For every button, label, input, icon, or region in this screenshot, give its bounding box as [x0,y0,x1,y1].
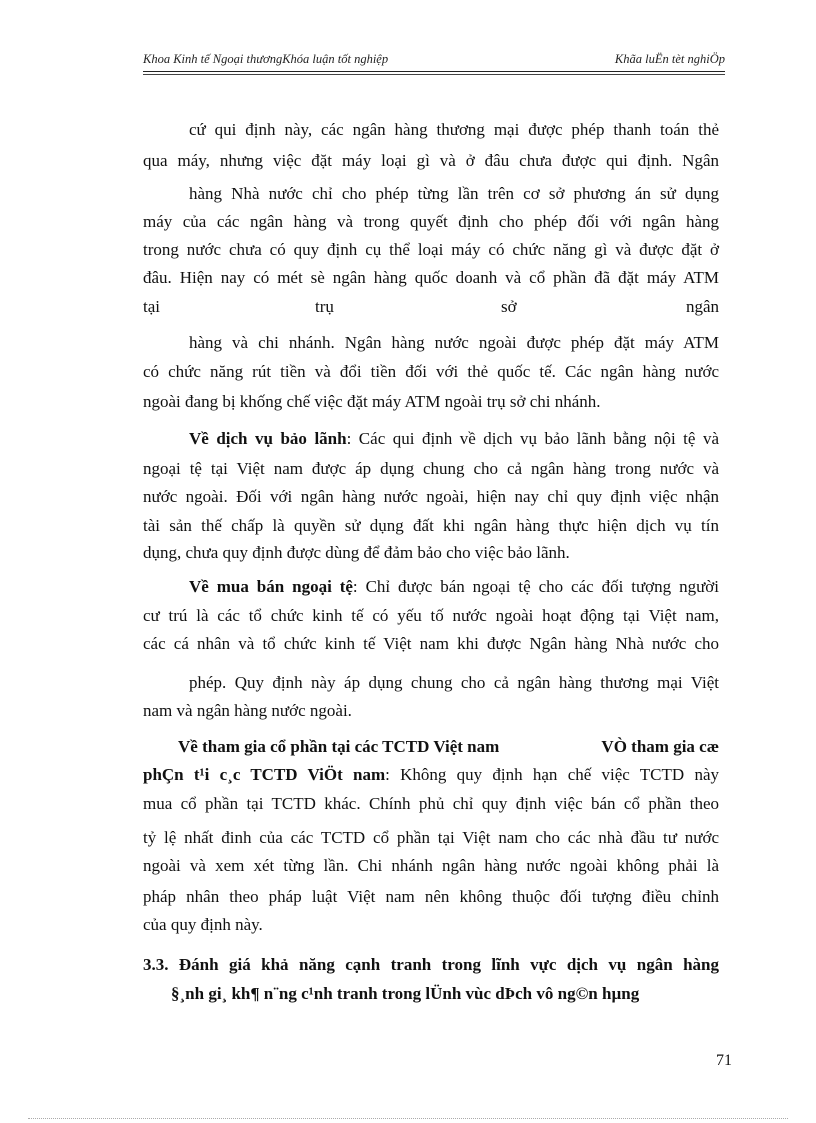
text-line: các cá nhân và tổ chức kinh tế Việt nam khi được Ngân hàng Nhà nước cho [143,634,719,653]
section-heading-garbled: §¸nh gi¸ kh¶ n¨ng c¹nh tranh trong lÜnh vùc dÞch vô ng©n hµng [171,984,640,1003]
text-line: nước ngoài. Đối với ngân hàng nước ngoài, hiện nay chỉ quy định việc nhận [143,487,719,506]
word: sở [501,297,517,316]
text-line: ngoài đang bị khống chế việc đặt máy ATM ngoài trụ sở chi nhánh. [143,392,601,411]
text-line: cứ qui định này, các ngân hàng thương mại được phép thanh toán thẻ [189,120,719,139]
bold-heading-garbled: VÒ tham gia cæ [601,737,719,756]
text-span: : Các qui định về dịch vụ bảo lãnh bằng nội tệ và [346,429,719,448]
paragraph-lead [178,737,719,759]
bold-heading: Về tham gia cổ phần tại các TCTD Việt nam [178,737,500,756]
header-left-text: Khoa Kinh tế Ngoại thươngKhóa luận tốt nghiệp [143,52,389,66]
paragraph-lead [143,765,719,787]
word: tại [143,297,160,316]
text-line: hàng và chi nhánh. Ngân hàng nước ngoài được phép đặt máy ATM [189,333,719,352]
text-line: mua cổ phần tại TCTD khác. Chính phủ chỉ quy định việc bán cổ phần theo [143,794,719,813]
text-line-spread [143,297,719,319]
header-right-text: Khãa luËn tèt nghiÖp [614,52,725,66]
text-line: cư trú là các tổ chức kinh tế có yếu tố nước ngoài hoạt động tại Việt nam, [143,606,719,625]
text-line: dụng, chưa quy định được dùng để đảm bảo cho việc bảo lãnh. [143,543,570,562]
text-line: tỷ lệ nhất đinh của các TCTD cổ phần tại Việt nam cho các nhà đầu tư nước [143,828,719,847]
text-line: tài sản thế chấp là quyền sử dụng đất khi ngân hàng thực hiện dịch vụ tín [143,516,719,535]
text-line: qua máy, nhưng việc đặt máy loại gì và ở đâu chưa được qui định. Ngân [143,151,719,170]
paragraph-lead [189,429,719,451]
word: ngân [685,297,719,316]
text-span: : Không quy định hạn chế việc TCTD này [385,765,719,784]
text-line: nam và ngân hàng nước ngoài. [143,701,352,720]
word: trụ [315,297,334,316]
bold-heading: Về mua bán ngoại tệ [189,577,353,596]
text-line: hàng Nhà nước chỉ cho phép từng lần trên cơ sở phương án sử dụng [189,184,719,203]
text-line: ngoài và xem xét từng lần. Chi nhánh ngân hàng nước ngoài không phải là [143,856,719,875]
section-heading: 3.3. Đánh giá khả năng cạnh tranh trong lĩnh vực dịch vụ ngân hàng [143,955,719,974]
text-line: của quy định này. [143,915,263,934]
bold-heading-garbled: phÇn t¹i c¸c TCTD ViÖt nam [143,765,386,784]
text-line: đâu. Hiện nay có mét sè ngân hàng quốc doanh và cổ phần đã đặt máy ATM [143,268,719,287]
text-line: ngoại tệ tại Việt nam được áp dụng chung cho cả ngân hàng trong nước và [143,459,719,478]
header-rule [143,71,725,72]
page-header [143,52,725,72]
page-number: 71 [716,1052,732,1069]
paragraph-lead [189,577,719,599]
header-rule-thin [143,74,725,75]
text-line: pháp nhân theo pháp luật Việt nam nên không thuộc đối tượng điều chỉnh [143,887,719,906]
text-line: trong nước chưa có quy định cụ thể loại máy có chức năng gì và được đặt ở [143,240,719,259]
text-line: phép. Quy định này áp dụng chung cho cả ngân hàng thương mại Việt [189,673,719,692]
text-line: máy của các ngân hàng và trong quyết định cho phép đối với ngân hàng [143,212,719,231]
text-span: : Chỉ được bán ngoại tệ cho các đối tượng người [352,577,720,596]
text-line: có chức năng rút tiền và đổi tiền đối với thẻ quốc tế. Các ngân hàng nước [143,362,719,381]
footer-dotted-rule [28,1118,788,1119]
bold-heading: Về dịch vụ bảo lãnh [189,429,347,448]
